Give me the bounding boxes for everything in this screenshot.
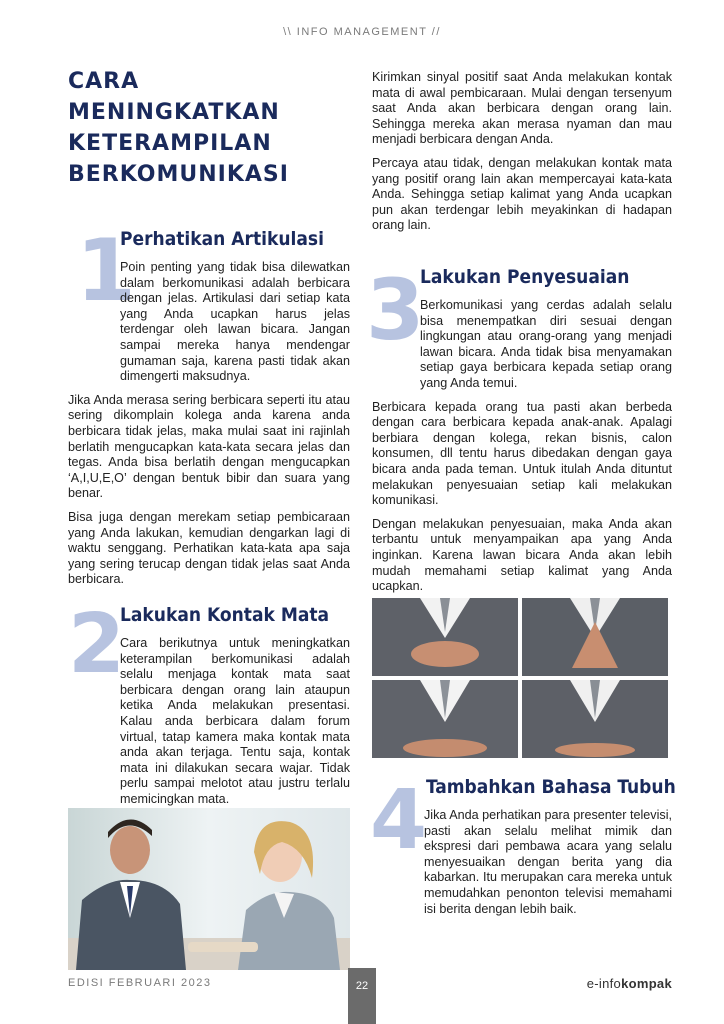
brand-prefix: e-info xyxy=(586,976,622,991)
paragraph: Berkomunikasi yang cerdas adalah selalu bisa menempatkan diri sesuai dengan lingkungan atau orang-orang yang menjadi lawan bicara. Anda tidak bisa menyamakan setiap gaya berbicara kepada setiap orang yang Anda temui. xyxy=(420,298,672,390)
section-title: Lakukan Kontak Mata xyxy=(120,604,330,626)
hand-gestures-photo xyxy=(372,598,668,758)
section-number: 3 xyxy=(366,261,425,359)
paragraph: Poin penting yang tidak bisa dilewatkan dalam berkomunikasi adalah berbicara dengan jelas. Artikulasi dari setiap kata yang Anda ucapkan harus jelas terdengar oleh lawan bicara. Jangan sampai mereka hanya mendengar gumaman saja, karena pasti tidak akan dimengerti maksudnya. xyxy=(120,260,350,384)
section-number: 2 xyxy=(68,597,126,692)
section-number: 1 xyxy=(76,221,136,321)
section-title: Perhatikan Artikulasi xyxy=(120,228,324,250)
section-3 xyxy=(366,261,672,594)
section-body xyxy=(372,298,672,603)
brand-suffix: kompak xyxy=(621,976,672,991)
section-body xyxy=(68,260,350,596)
section-body xyxy=(372,808,672,925)
section-1 xyxy=(68,221,350,587)
section-2 xyxy=(68,597,350,806)
section-title: Tambahkan Bahasa Tubuh xyxy=(426,776,676,798)
edition-label: EDISI FEBRUARI 2023 xyxy=(68,977,212,989)
section-header: \\ INFO MANAGEMENT // xyxy=(283,26,441,38)
section-number: 4 xyxy=(370,773,428,868)
paragraph: Percaya atau tidak, dengan melakukan kontak mata yang positif orang lain akan mempercayai kata-kata Anda. Sehingga setiap kalimat yang Anda ucapkan pun akan terdengar lebih meyakinkan di hadapan orang lain. xyxy=(372,155,672,233)
article-title: CARA MENINGKATKAN KETERAMPILAN BERKOMUNIKASI xyxy=(68,69,289,187)
paragraph: Cara berikutnya untuk meningkatkan keterampilan berkomunikasi adalah selalu menjaga kontak mata saat berbicara dengan orang lain ataupun ketika Anda melakukan presentasi. Kalau anda berbicara dalam forum virtual, tatap kamera maka kontak mata anda akan terjaga. Tentu saja, kontak mata ini dilakukan secara wajar. Tidak perlu sampai melotot atau justru terlalu memicingkan mata. xyxy=(120,636,350,806)
section-body xyxy=(68,636,350,816)
paragraph: Dengan melakukan penyesuaian, maka Anda akan terbantu untuk menyampaikan apa yang Anda inginkan. Karena lawan bicara Anda akan lebih mudah memahami setiap kalimat yang Anda ucapkan. xyxy=(372,516,672,594)
conversation-photo xyxy=(68,808,350,970)
page-number: 22 xyxy=(348,968,376,1024)
paragraph: Jika Anda perhatikan para presenter televisi, pasti akan selalu melihat mimik dan ekspresi dari pembawa acara yang selalu menyesuaikan dengan berita yang dia kabarkan. Itu merupakan cara mereka untuk memudahkan penonton televisi memahami isi berita dengan lebih baik. xyxy=(424,808,672,916)
paragraph: Bisa juga dengan merekam setiap pembicaraan yang Anda lakukan, kemudian dengarkan lagi di waktu senggang. Perhatikan kata-kata apa saja yang sering terucap dengan tidak jelas saat Anda berbicara. xyxy=(68,509,350,587)
paragraph: Kirimkan sinyal positif saat Anda melakukan kontak mata di awal pembicaraan. Mulai dengan tersenyum saat Anda akan berbicara dengan orang lain. Sehingga mereka akan merasa nyaman dan mau menjadi berbicara dengan Anda. xyxy=(372,70,672,147)
section-2-continued xyxy=(372,70,672,242)
brand-logo xyxy=(587,976,672,991)
section-title: Lakukan Penyesuaian xyxy=(420,266,630,288)
section-4 xyxy=(370,772,676,952)
paragraph: Berbicara kepada orang tua pasti akan berbeda dengan cara berbicara kepada anak-anak. Apalagi berbiara dengan kolega, rekan bisnis, calon konsumen, dll tentu harus dibedakan dengan gaya bicara anda pada teman. Untuk itulah Anda dituntut melakukan penyesuaian setiap kali melakukan komunikasi. xyxy=(372,399,672,508)
paragraph: Jika Anda merasa sering berbicara seperti itu atau sering dikomplain kolega anda karena anda berbicara tidak jelas, maka mulai saat ini rajinlah berlatih mengucapkan kata-kata secara jelas dan tegas. Anda bisa berlatih dengan mengucapkan ‘A,I,U,E,O’ dengan bentuk bibir dan suara yang benar. xyxy=(68,392,350,501)
